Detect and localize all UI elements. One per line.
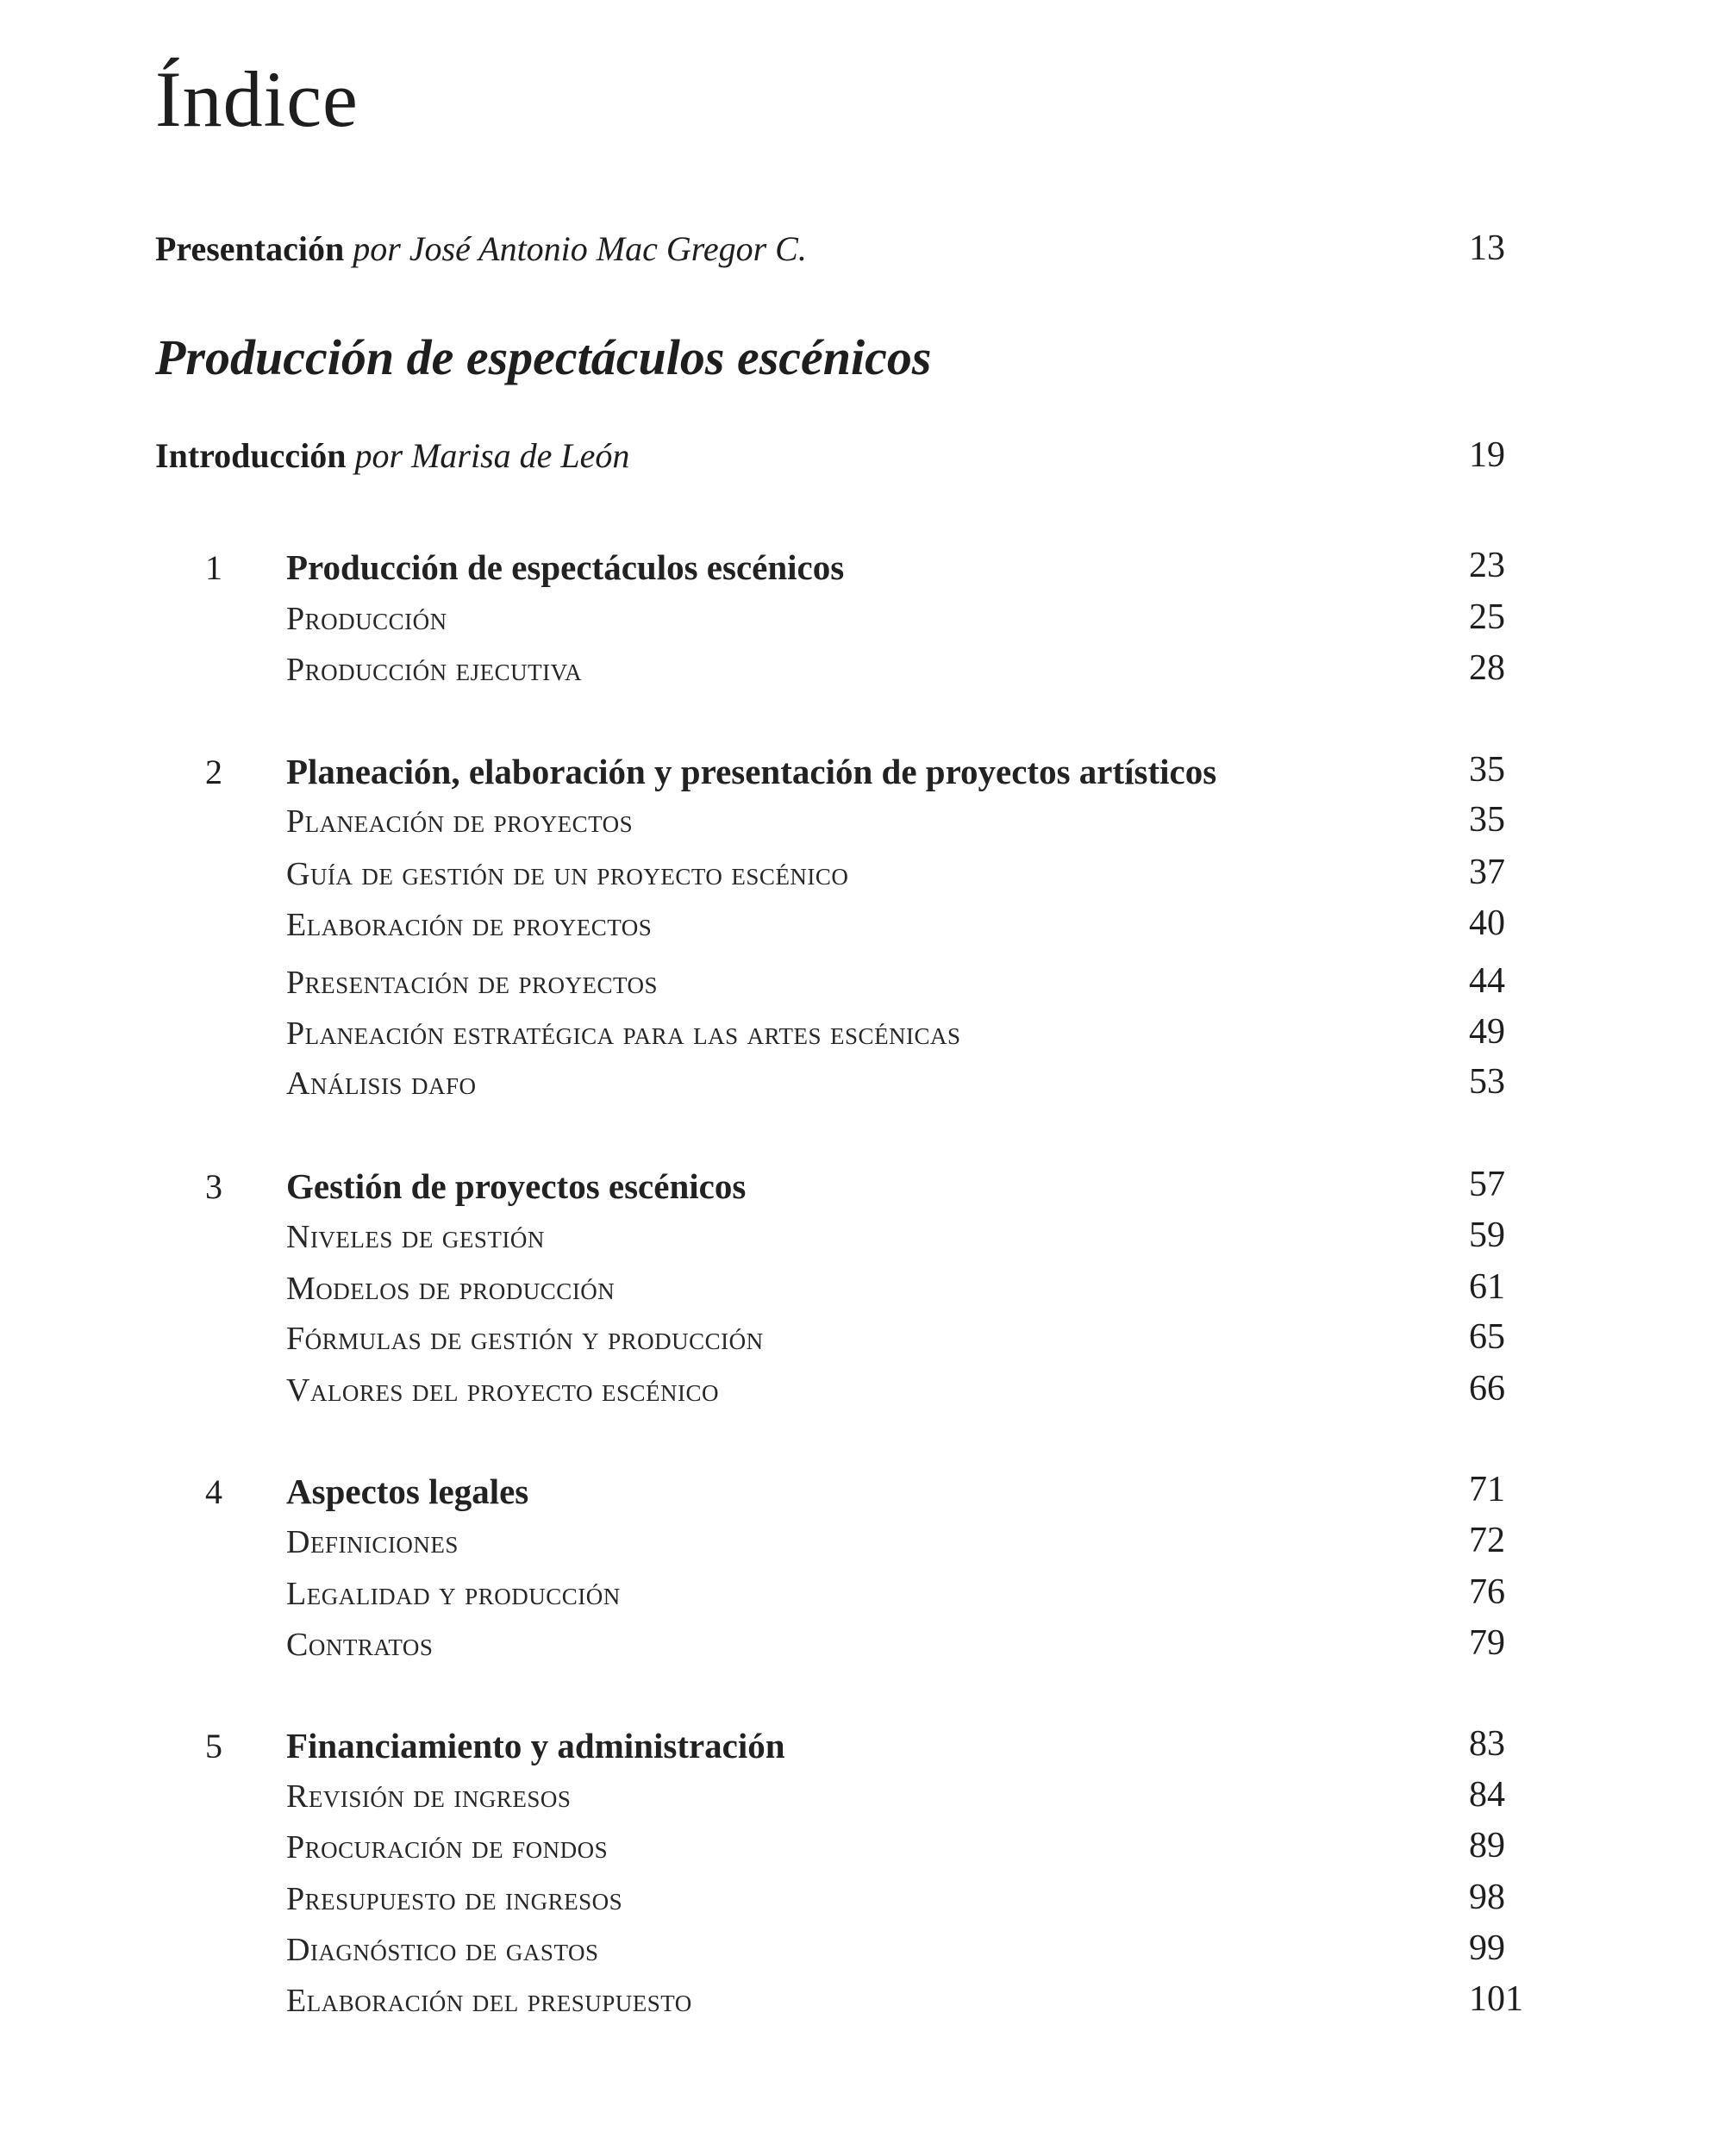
chapter-title: Financiamiento y administración [286,1726,785,1765]
page-number: 65 [1469,1317,1505,1357]
entry-label-group [155,435,629,476]
section-entry[interactable] [155,1622,1531,1672]
entry-author: por José Antonio Mac Gregor C. [353,229,807,268]
section-label: Elaboración del presupuesto [286,1983,692,2019]
section-entry[interactable] [155,960,1531,1010]
section-entry[interactable] [155,1061,1531,1111]
page-number: 28 [1469,648,1505,688]
section-label: Guía de gestión de un proyecto escénico [286,856,849,892]
section-label: Valores del proyecto escénico [286,1372,719,1409]
page-number: 59 [1469,1215,1505,1255]
chapter-entry[interactable] [155,1723,1531,1773]
page-number: 35 [1469,750,1505,790]
section-label: Definiciones [286,1524,459,1560]
entry-label: Introducción [155,436,347,475]
page-number: 79 [1469,1623,1505,1663]
section-label: Legalidad y producción [286,1576,621,1612]
section-entry[interactable] [155,1266,1531,1316]
section-label: Contratos [286,1627,434,1663]
section-entry[interactable] [155,1978,1531,2028]
page-number: 40 [1469,903,1505,943]
section-entry[interactable] [155,903,1531,953]
page-number: 61 [1469,1267,1505,1307]
section-entry[interactable] [155,1928,1531,1978]
page-number: 53 [1469,1062,1505,1102]
page-number: 13 [1469,228,1505,268]
page-number: 44 [1469,961,1505,1001]
page-number: 84 [1469,1775,1505,1815]
chapter-entry[interactable] [155,1469,1531,1519]
section-entry[interactable] [155,647,1531,697]
section-heading: Producción de espectáculos escénicos [155,329,932,385]
entry-author: por Marisa de León [354,436,630,475]
toc-entry-presentacion[interactable] [155,226,1531,278]
section-entry[interactable] [155,1572,1531,1622]
page-number: 37 [1469,853,1505,892]
chapter-title: Producción de espectáculos escénicos [286,547,845,587]
page-number: 25 [1469,597,1505,637]
chapter-title: Planeación, elaboración y presentación de proyectos artísticos [286,752,1217,791]
chapter-title: Aspectos legales [286,1472,529,1511]
section-entry[interactable] [155,1368,1531,1418]
chapter-title: Gestión de proyectos escénicos [286,1166,747,1206]
page-number: 89 [1469,1826,1505,1865]
page-number: 35 [1469,800,1505,840]
section-label: Planeación de proyectos [286,803,634,840]
chapter-number: 3 [205,1167,222,1206]
section-label: Producción ejecutiva [286,652,583,688]
section-entry[interactable] [155,1774,1531,1824]
page-number: 83 [1469,1724,1505,1764]
page-number: 98 [1469,1878,1505,1917]
section-label: Fórmulas de gestión y producción [286,1321,764,1357]
section-label: Procuración de fondos [286,1829,609,1865]
chapter-number: 2 [205,753,222,791]
section-entry[interactable] [155,799,1531,849]
chapter-entry[interactable] [155,545,1531,595]
page-number: 23 [1469,546,1505,585]
page-number: 19 [1469,435,1505,475]
page-number: 71 [1469,1470,1505,1509]
section-label: Presentación de proyectos [286,965,659,1001]
chapter-entry[interactable] [155,1164,1531,1214]
section-label: Presupuesto de ingresos [286,1881,623,1917]
entry-label-group [155,228,807,269]
page-number: 66 [1469,1369,1505,1409]
section-label: Planeación estratégica para las artes escénicas [286,1016,961,1052]
chapter-entry[interactable] [155,749,1531,799]
section-entry[interactable] [155,1011,1531,1061]
section-entry[interactable] [155,852,1531,902]
page-number: 72 [1469,1521,1505,1560]
entry-label: Presentación [155,229,345,268]
section-label: Análisis dafo [286,1066,477,1102]
page-number: 49 [1469,1012,1505,1052]
section-label: Niveles de gestión [286,1219,545,1255]
chapter-number: 1 [205,548,222,587]
section-entry[interactable] [155,597,1531,647]
section-entry[interactable] [155,1877,1531,1927]
chapter-number: 5 [205,1727,222,1765]
section-entry[interactable] [155,1215,1531,1265]
toc-entry-introduccion[interactable] [155,433,1531,484]
page-number: 76 [1469,1572,1505,1612]
page-number: 99 [1469,1928,1505,1968]
page-number: 101 [1469,1979,1523,2019]
section-label: Revisión de ingresos [286,1778,572,1815]
section-entry[interactable] [155,1316,1531,1366]
section-label: Diagnóstico de gastos [286,1932,599,1968]
page-number: 57 [1469,1165,1505,1204]
section-label: Modelos de producción [286,1271,616,1307]
section-entry[interactable] [155,1825,1531,1875]
section-label: Producción [286,601,447,637]
section-entry[interactable] [155,1520,1531,1570]
chapter-number: 4 [205,1472,222,1511]
section-label: Elaboración de proyectos [286,907,653,943]
page-title: Índice [155,55,359,143]
